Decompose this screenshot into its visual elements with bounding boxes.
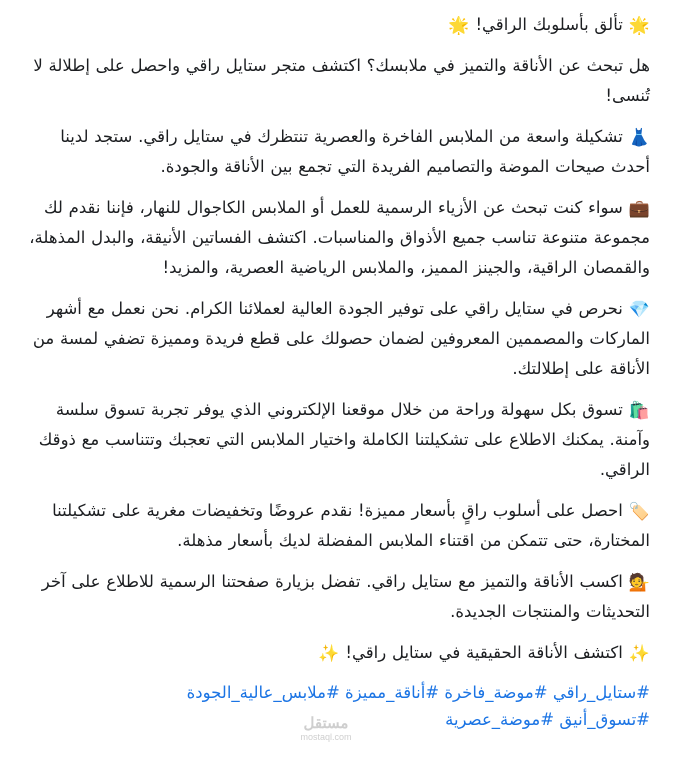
paragraph-text: تشكيلة واسعة من الملابس الفاخرة والعصرية تنتظرك في ستايل راقي. ستجد لدينا أحدث صيحات الموضة والتصاميم الفريدة التي تجمع بين الأناقة والجودة. bbox=[60, 127, 650, 176]
post-paragraph bbox=[28, 122, 650, 182]
dress-icon: 👗 bbox=[628, 128, 650, 148]
watermark-logo: مستقل bbox=[303, 715, 349, 732]
hashtag-link[interactable]: #ستايل_راقي bbox=[552, 683, 650, 702]
hashtag-link[interactable]: #موضة_فاخرة bbox=[444, 683, 548, 702]
hashtag-line-1 bbox=[28, 679, 650, 706]
post-paragraph bbox=[28, 496, 650, 556]
post-paragraph bbox=[28, 10, 650, 40]
gem-icon: 💎 bbox=[628, 300, 650, 320]
sparkles-icon: ✨ bbox=[318, 644, 340, 664]
paragraph-text: اكتشف الأناقة الحقيقية في ستايل راقي! bbox=[345, 643, 623, 662]
paragraph-text: احصل على أسلوب راقٍ بأسعار مميزة! نقدم عروضًا وتخفيضات مغرية على تشكيلتنا المختارة، حتى تتمكن من اقتناء الملابس المفضلة لديك بأسعار مذهلة. bbox=[52, 501, 650, 550]
hashtag-link[interactable]: #ملابس_عالية_الجودة bbox=[186, 683, 340, 702]
price-tag-icon: 🏷️ bbox=[628, 502, 650, 522]
shopping-bags-icon: 🛍️ bbox=[628, 401, 650, 421]
paragraph-text: اكسب الأناقة والتميز مع ستايل راقي. تفضل بزيارة صفحتنا الرسمية للاطلاع على آخر التحديثات والمنتجات الجديدة. bbox=[41, 572, 650, 621]
paragraph-text: تألق بأسلوبك الراقي! bbox=[475, 15, 623, 34]
briefcase-icon: 💼 bbox=[628, 199, 650, 219]
post-paragraph bbox=[28, 51, 650, 111]
post-paragraph bbox=[28, 395, 650, 485]
paragraph-text: سواء كنت تبحث عن الأزياء الرسمية للعمل أو الملابس الكاجوال للنهار، فإننا نقدم لك مجموعة متنوعة تناسب جميع الأذواق والمناسبات. اكتشف الفساتين الأنيقة، والبدل المذهلة، والقمصان الراقية، والجينز المميز، والملابس الرياضية العصرية، والمزيد! bbox=[29, 198, 650, 277]
glowing-star-icon: 🌟 bbox=[628, 16, 650, 36]
post-paragraph bbox=[28, 193, 650, 283]
person-tipping-hand-icon: 💁 bbox=[628, 573, 650, 593]
hashtag-link[interactable]: #أناقة_مميزة bbox=[345, 683, 440, 702]
paragraph-text: هل تبحث عن الأناقة والتميز في ملابسك؟ اكتشف متجر ستايل راقي واحصل على إطلالة لا تُنسى! bbox=[33, 56, 650, 105]
paragraph-text: تسوق بكل سهولة وراحة من خلال موقعنا الإلكتروني الذي يوفر تجربة تسوق سلسة وآمنة. يمكنك الاطلاع على تشكيلتنا الكاملة واختيار الملابس التي تعجبك وتتناسب مع ذوقك الراقي. bbox=[38, 400, 650, 479]
post-paragraph bbox=[28, 567, 650, 627]
glowing-star-icon: 🌟 bbox=[448, 16, 470, 36]
post-paragraph bbox=[28, 294, 650, 384]
post-paragraph bbox=[28, 638, 650, 668]
hashtag-link[interactable]: #موضة_عصرية bbox=[445, 710, 555, 729]
paragraph-text: نحرص في ستايل راقي على توفير الجودة العالية لعملائنا الكرام. نحن نعمل مع أشهر الماركات والمصممين المعروفين لضمان حصولك على قطع فريدة ومميزة تضفي لمسة من الأناقة على إطلالتك. bbox=[32, 299, 650, 378]
watermark-text: mostaql.com bbox=[300, 732, 352, 742]
hashtag-link[interactable]: #تسوق_أنيق bbox=[559, 710, 650, 729]
watermark bbox=[296, 716, 356, 742]
sparkles-icon: ✨ bbox=[628, 644, 650, 664]
post-paragraphs bbox=[28, 10, 650, 668]
